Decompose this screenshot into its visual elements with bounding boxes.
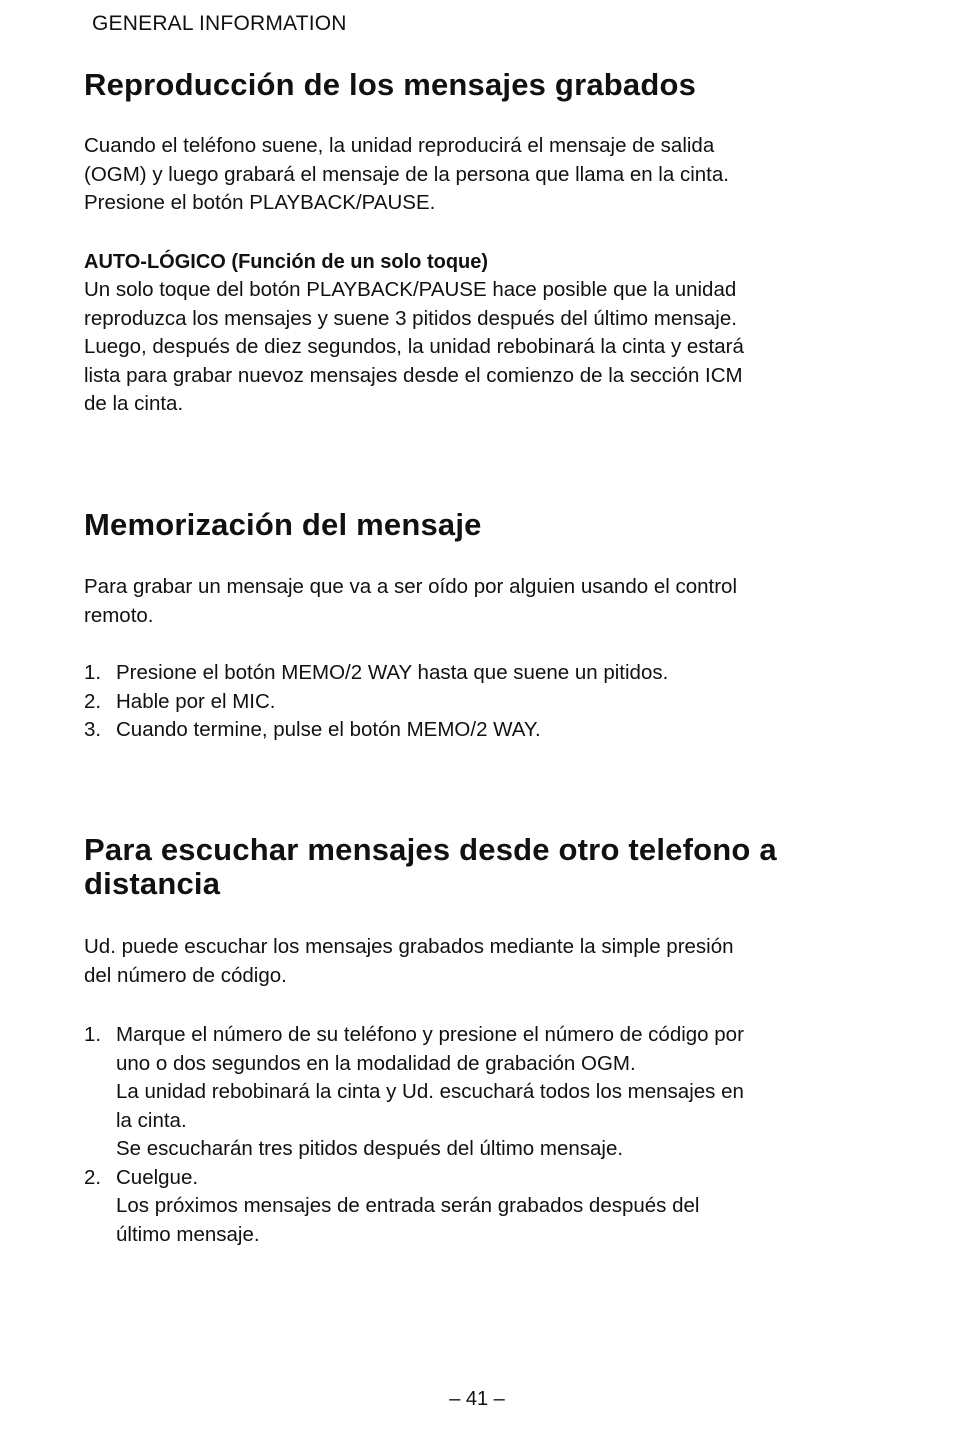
section1-intro-paragraph [84,132,874,218]
step-number: 1. [84,1023,102,1046]
step-text: Cuando termine, pulse el botón MEMO/2 WAY. [116,718,541,741]
paragraph-line: de la cinta. [84,392,184,415]
paragraph-line: Cuando el teléfono suene, la unidad reproducirá el mensaje de salida [84,134,715,157]
section1-body-paragraph [84,276,874,419]
paragraph-line: Ud. puede escuchar los mensajes grabados mediante la simple presión [84,935,734,958]
step-text: Los próximos mensajes de entrada serán grabados después del [116,1194,700,1217]
paragraph-line: Para grabar un mensaje que va a ser oído por alguien usando el control [84,575,738,598]
list-item [84,716,884,745]
memo-steps-list [84,659,884,745]
paragraph-line: (OGM) y luego grabará el mensaje de la persona que llama en la cinta. [84,162,729,186]
step-number: 2. [84,689,102,713]
step-text: último mensaje. [116,1222,260,1246]
step-number: 3. [84,718,102,741]
remote-steps-list [84,1021,884,1249]
list-item [84,1164,884,1250]
step-number: 1. [84,661,102,684]
page-number: – 41 – [449,1388,505,1410]
step-text: Presione el botón MEMO/2 WAY hasta que suene un pitidos. [116,661,669,684]
paragraph-line: Luego, después de diez segundos, la unidad rebobinará la cinta y estará [84,335,744,358]
step-text: uno o dos segundos en la modalidad de grabación OGM. [116,1051,636,1075]
step-text: La unidad rebobinará la cinta y Ud. escuchará todos los mensajes en [116,1080,744,1103]
step-text: Marque el número de su teléfono y presione el número de código por [116,1023,744,1046]
list-item [84,1021,884,1164]
section-title-reproduccion: Reproducción de los mensajes grabados [84,67,697,102]
paragraph-line: remoto. [84,603,154,627]
step-text: Se escucharán tres pitidos después del último mensaje. [116,1137,624,1160]
paragraph-line: lista para grabar nuevoz mensajes desde el comienzo de la sección ICM [84,363,743,387]
section2-intro-paragraph [84,573,874,630]
step-text: Hable por el MIC. [116,689,276,713]
subheading-auto-logico: AUTO-LÓGICO (Función de un solo toque) [84,251,489,273]
step-number: 2. [84,1165,102,1189]
title-line: distancia [84,866,221,901]
step-text: Cuelgue. [116,1165,199,1189]
title-line: Para escuchar mensajes desde otro telefono a [84,832,777,867]
section3-intro-paragraph [84,933,874,990]
paragraph-line: Presione el botón PLAYBACK/PAUSE. [84,191,436,214]
section-title-memorizacion: Memorización del mensaje [84,507,482,542]
paragraph-line: Un solo toque del botón PLAYBACK/PAUSE hace posible que la unidad [84,278,737,301]
paragraph-line: reproduzca los mensajes y suene 3 pitidos después del último mensaje. [84,306,737,330]
section-title-escuchar-remoto [84,833,777,901]
list-item [84,659,884,688]
running-header: GENERAL INFORMATION [92,12,347,35]
step-text: la cinta. [116,1108,187,1132]
paragraph-line: del número de código. [84,963,287,987]
list-item [84,688,884,717]
